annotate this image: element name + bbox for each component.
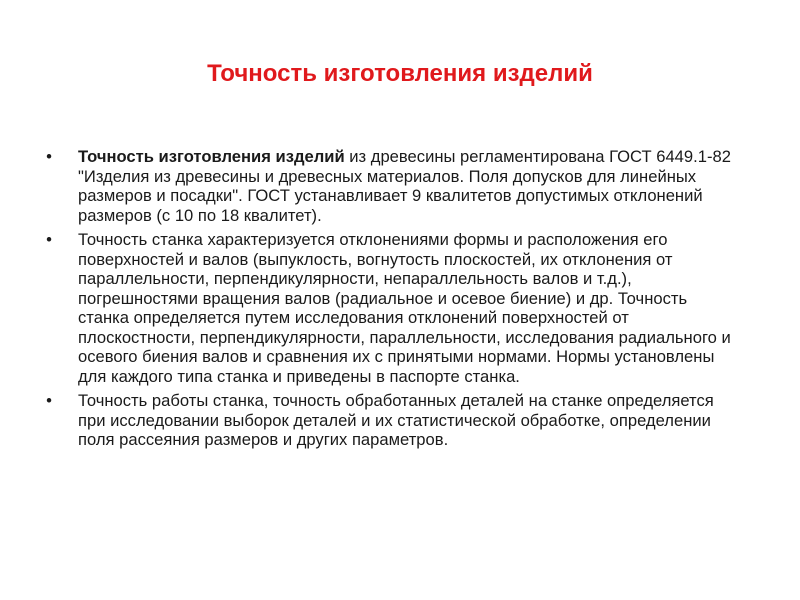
bullet-item [38, 147, 738, 225]
bullet-item [38, 230, 738, 386]
bullet-text: Точность работы станка, точность обработанных деталей на станке определяется при исследовании выборок деталей и их статистической обработке, определении поля рассеяния размеров и других параметров. [78, 391, 714, 449]
bullet-marker: • [46, 147, 52, 166]
bullet-text: из древесины регламентирована ГОСТ 6449.1-82 "Изделия из древесины и древесных материалов. Поля допусков для линейных размеров и посадки". ГОСТ устанавливает 9 квалитетов допустимых отклонений размеров (с 10 по 18 квалитет). [78, 147, 731, 225]
bullet-list [38, 147, 738, 455]
bullet-text: Точность станка характеризуется отклонениями формы и расположения его поверхностей и валов (выпуклость, вогнутость плоскостей, их отклонения от параллельности, перпендикулярности, непараллельность валов и т.д.), погрешностями вращения валов (радиальное и осевое биение) и др. Точность станка определяется путем исследования отклонений поверхностей от плоскостности, перпендикулярности, параллельности, исследования радиального и осевого биения валов и сравнения их с принятыми нормами. Нормы установлены для каждого типа станка и приведены в паспорте станка. [78, 230, 731, 386]
bullet-item [38, 391, 738, 450]
bullet-marker: • [46, 230, 52, 249]
slide-title: Точность изготовления изделий [207, 60, 593, 87]
bullet-lead-text: Точность изготовления изделий [78, 147, 345, 166]
bullet-marker: • [46, 391, 52, 410]
